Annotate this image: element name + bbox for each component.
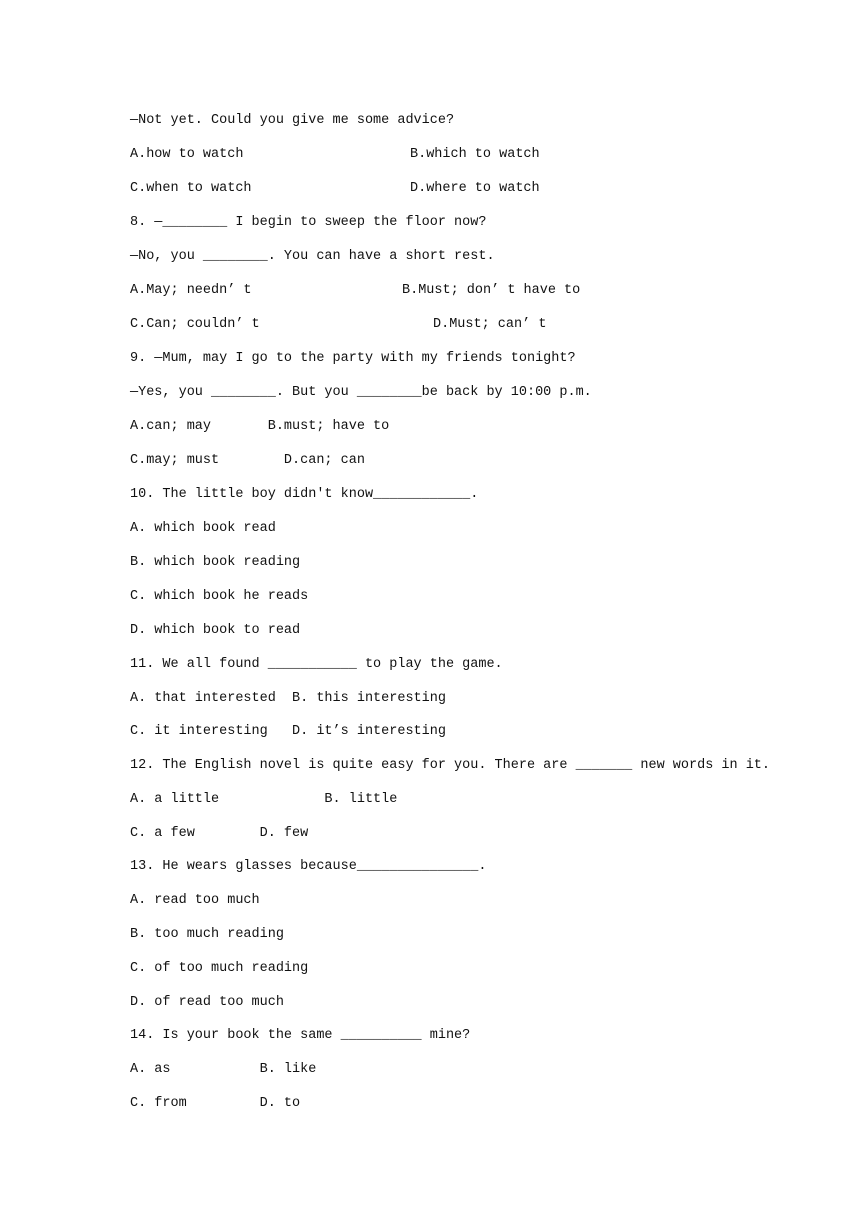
option-row-8ab: A.May; needn’ t B.Must; don’ t have to <box>130 283 581 298</box>
option-row-11cd: C. it interesting D. it’s interesting <box>130 724 446 739</box>
option-13c: C. of too much reading <box>130 961 309 976</box>
option-10d: D. which book to read <box>130 623 301 638</box>
option-row-12cd: C. a few D. few <box>130 826 309 841</box>
option-10c: C. which book he reads <box>130 589 309 604</box>
question-13: 13. He wears glasses because_______________. <box>130 859 487 874</box>
option-row-12ab: A. a little B. little <box>130 792 398 807</box>
text-line-1: —Not yet. Could you give me some advice? <box>130 113 455 128</box>
question-8: 8. —________ I begin to sweep the floor now? <box>130 215 487 230</box>
option-13d: D. of read too much <box>130 995 284 1010</box>
option-row-9cd: C.may; must D.can; can <box>130 453 365 468</box>
option-row-9ab: A.can; may B.must; have to <box>130 419 390 434</box>
option-row-8cd: C.Can; couldn’ t D.Must; can’ t <box>130 317 547 332</box>
option-10a: A. which book read <box>130 521 276 536</box>
option-row-11ab: A. that interested B. this interesting <box>130 691 446 706</box>
option-13b: B. too much reading <box>130 927 284 942</box>
question-8-reply: —No, you ________. You can have a short rest. <box>130 249 495 264</box>
option-row-14cd: C. from D. to <box>130 1096 301 1111</box>
question-10: 10. The little boy didn't know____________. <box>130 487 479 502</box>
option-row-7cd: C.when to watch D.where to watch <box>130 181 540 196</box>
question-9: 9. —Mum, may I go to the party with my friends tonight? <box>130 351 576 366</box>
question-9-reply: —Yes, you ________. But you ________be back by 10:00 p.m. <box>130 385 592 400</box>
question-14: 14. Is your book the same __________ mine? <box>130 1028 471 1043</box>
option-row-14ab: A. as B. like <box>130 1062 317 1077</box>
option-10b: B. which book reading <box>130 555 301 570</box>
question-11: 11. We all found ___________ to play the game. <box>130 657 503 672</box>
option-row-7ab: A.how to watch B.which to watch <box>130 147 540 162</box>
option-13a: A. read too much <box>130 893 260 908</box>
question-12: 12. The English novel is quite easy for you. There are _______ new words in it. <box>130 758 771 773</box>
